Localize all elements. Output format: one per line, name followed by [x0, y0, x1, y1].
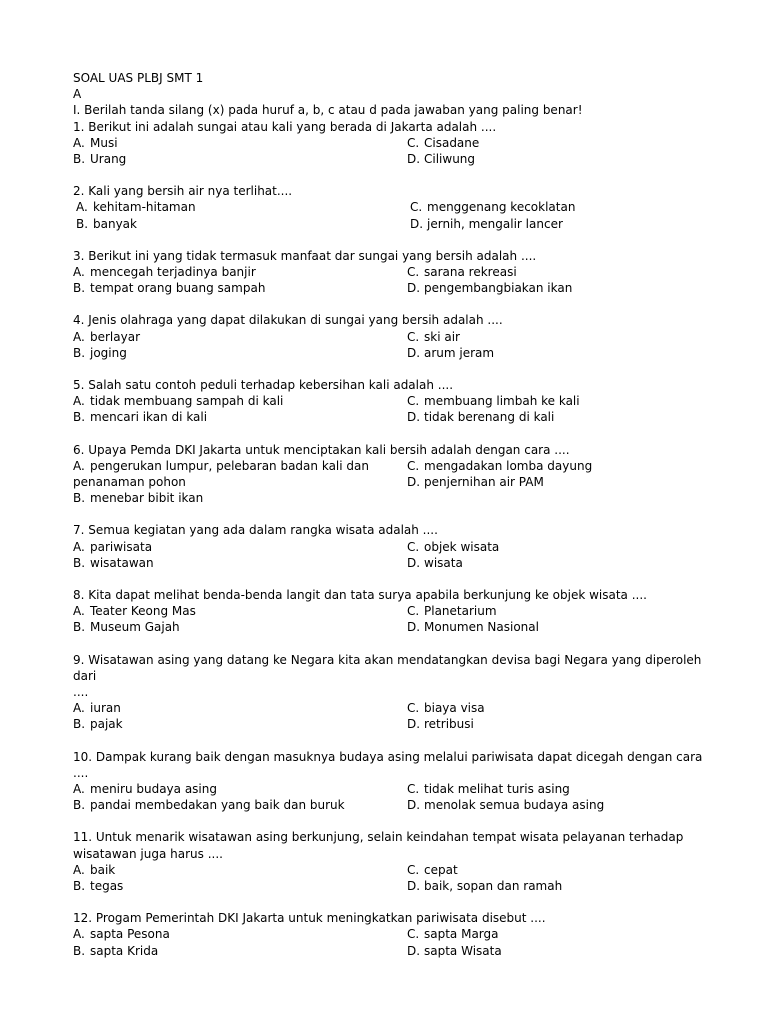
exam-variant: A [73, 87, 82, 102]
question-9 [73, 652, 713, 733]
question-11 [73, 829, 713, 894]
option-a: A. tidak membuang sampah di kali [73, 394, 284, 409]
option-c: C. objek wisata [407, 539, 500, 554]
question-stem: 5. Salah satu contoh peduli terhadap kebersihan kali adalah .... [73, 378, 454, 392]
question-8 [73, 587, 713, 636]
option-c: C. cepat [407, 862, 458, 877]
option-b: B. pajak [73, 717, 123, 732]
option-d: D. arum jeram [407, 345, 495, 360]
question-stem: 12. Progam Pemerintah DKI Jakarta untuk meningkatkan pariwisata disebut .... [73, 911, 546, 926]
question-stem: 7. Semua kegiatan yang ada dalam rangka wisata adalah .... [73, 523, 438, 538]
question-stem: 1. Berikut ini adalah sungai atau kali yang berada di Jakarta adalah .... [73, 119, 497, 134]
option-c: C. menggenang kecoklatan [410, 200, 576, 215]
option-d: D. Monumen Nasional [407, 620, 539, 635]
option-b: B. menebar bibit ikan [73, 491, 204, 506]
option-c: C. ski air [407, 329, 460, 344]
option-b: B. wisatawan [73, 555, 154, 570]
option-d: D. penjernihan air PAM [407, 475, 544, 490]
option-b: B. Urang [73, 151, 127, 166]
option-b: B. pandai membedakan yang baik dan buruk [73, 798, 345, 813]
option-c: C. biaya visa [407, 701, 485, 716]
option-a: A. meniru budaya asing [73, 782, 217, 797]
question-stem: 3. Berikut ini yang tidak termasuk manfaat dar sungai yang bersih adalah .... [73, 248, 537, 263]
option-a: A. sapta Pesona [73, 927, 170, 942]
question-2 [73, 183, 713, 232]
question-stem: 9. Wisatawan asing yang datang ke Negara kita akan mendatangkan devisa bagi Negara yang diperoleh dari [73, 652, 702, 683]
option-b: B. tempat orang buang sampah [73, 281, 266, 296]
option-b: B. Museum Gajah [73, 620, 180, 635]
option-d: D. wisata [407, 555, 463, 570]
option-d: D. sapta Wisata [407, 943, 502, 958]
option-c: C. mengadakan lomba dayung [407, 458, 593, 473]
option-c: C. membuang limbah ke kali [407, 394, 580, 409]
option-a: A. mencegah terjadinya banjir [73, 264, 256, 279]
option-b: B. joging [73, 345, 127, 360]
question-stem: 2. Kali yang bersih air nya terlihat.... [73, 184, 293, 199]
question-stem-continued: wisatawan juga harus .... [73, 846, 223, 861]
option-c: C. Planetarium [407, 604, 497, 619]
option-b: B. mencari ikan di kali [73, 410, 208, 425]
question-3 [73, 248, 713, 297]
exam-sheet [73, 70, 713, 959]
question-stem: 4. Jenis olahraga yang dapat dilakukan di sungai yang bersih adalah .... [73, 313, 503, 328]
question-stem: 6. Upaya Pemda DKI Jakarta untuk menciptakan kali bersih adalah dengan cara .... [73, 442, 570, 457]
option-c: C. tidak melihat turis asing [407, 782, 570, 797]
question-7 [73, 522, 713, 571]
question-stem: 8. Kita dapat melihat benda-benda langit dan tata surya apabila berkunjung ke objek wisata .... [73, 588, 647, 603]
option-a: A. pengerukan lumpur, pelebaran badan kali dan [73, 458, 369, 473]
question-6 [73, 442, 713, 507]
question-10 [73, 749, 713, 814]
option-a: A. Teater Keong Mas [73, 604, 196, 619]
option-a: A. kehitam-hitaman [76, 200, 196, 215]
option-b: B. banyak [76, 216, 137, 231]
option-a: A. pariwisata [73, 539, 153, 554]
option-c: C. sarana rekreasi [407, 264, 517, 279]
option-d: D. retribusi [407, 717, 474, 732]
option-d: D. tidak berenang di kali [407, 410, 555, 425]
question-1 [73, 119, 713, 168]
option-c: C. Cisadane [407, 135, 480, 150]
question-5 [73, 377, 713, 426]
option-b: B. tegas [73, 879, 124, 894]
question-stem: 11. Untuk menarik wisatawan asing berkunjung, selain keindahan tempat wisata pelayanan terhadap [73, 830, 684, 845]
question-stem: 10. Dampak kurang baik dengan masuknya budaya asing melalui pariwisata dapat dicegah dengan cara .... [73, 749, 703, 780]
option-d: D. Ciliwung [407, 151, 476, 166]
option-a: A. berlayar [73, 329, 141, 344]
option-a: A. baik [73, 862, 116, 877]
option-a: A. iuran [73, 701, 121, 716]
option-d: D. baik, sopan dan ramah [407, 879, 563, 894]
option-d: D. pengembangbiakan ikan [407, 281, 573, 296]
option-d: D. menolak semua budaya asing [407, 798, 605, 813]
option-d: D. jernih, mengalir lancer [410, 216, 563, 231]
question-stem-continued: .... [73, 685, 89, 700]
exam-title: SOAL UAS PLBJ SMT 1 [73, 71, 204, 85]
exam-instruction: I. Berilah tanda silang (x) pada huruf a, b, c atau d pada jawaban yang paling benar! [73, 103, 583, 118]
question-4 [73, 312, 713, 361]
option-a: A. Musi [73, 135, 118, 150]
option-c: C. sapta Marga [407, 927, 499, 942]
option-b: B. sapta Krida [73, 943, 159, 958]
question-12 [73, 910, 713, 959]
option-a-continued: penanaman pohon [73, 475, 186, 490]
